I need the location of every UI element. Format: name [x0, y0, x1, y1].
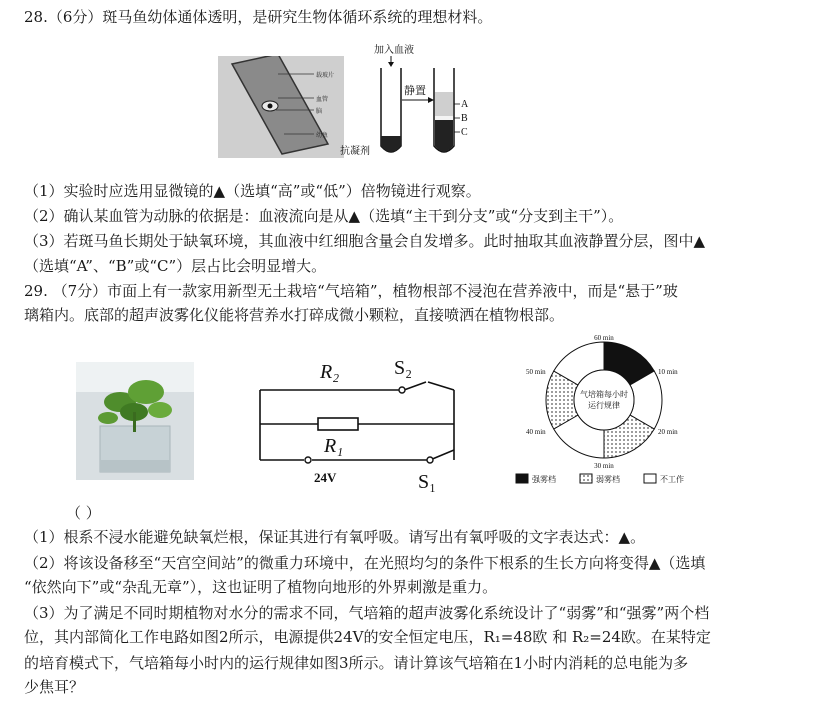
fish-label-fish: 幼鱼 — [316, 133, 329, 139]
blank-parentheses: （ ） — [66, 504, 101, 522]
voltage-label: 24V — [314, 470, 337, 485]
q29-item-1: （1）根系不浸水能避免缺氧烂根，保证其进行有氧呼吸。请写出有氧呼吸的文字表达式：▲。 — [24, 528, 646, 546]
legend-swatch-off — [644, 474, 656, 483]
fish-label-brain: 脑 — [316, 109, 323, 115]
layer-a-label: A — [461, 99, 469, 110]
circuit-diagram — [254, 348, 462, 498]
r1-label: R₁ — [324, 435, 344, 457]
layer-b-label: B — [461, 113, 468, 124]
q29-title-1: 29. （7分）市面上有一款家用新型无土栽培“气培箱”，植物根部不浸泡在营养液中，而是“悬于”玻 — [24, 282, 678, 300]
legend-weak: 弱雾档 — [596, 475, 620, 484]
add-blood-label: 加入血液 — [374, 45, 414, 56]
s2-label: S₂ — [394, 357, 413, 379]
legend-swatch-strong — [516, 474, 528, 483]
legend-strong: 强雾档 — [532, 475, 556, 484]
runtime-ring-chart — [498, 330, 712, 492]
tick-30: 30 min — [594, 462, 614, 470]
q29-item-3-cont-3: 少焦耳？ — [24, 678, 85, 696]
tick-60: 60 min — [594, 334, 614, 342]
tick-50: 50 min — [526, 368, 546, 376]
q28-title: 28.（6分）斑马鱼幼体通体透明，是研究生物体循环系统的理想材料。 — [24, 8, 493, 26]
ring-center-line-1: 气培箱每小时 — [580, 390, 628, 399]
tick-20: 20 min — [658, 428, 678, 436]
fish-label-slide: 载玻片 — [316, 73, 335, 79]
s1-label: S₁ — [418, 471, 437, 493]
q29-item-3-cont-2: 的培育模式下，气培箱每小时内的运行规律如图3所示。请计算该气培箱在1小时内消耗的总电能为多 — [24, 654, 689, 672]
layer-c-label: C — [461, 127, 468, 138]
q28-item-3-cont: （选填“A”、“B”或“C”）层占比会明显增大。 — [24, 257, 327, 275]
q28-item-2: （2）确认某血管为动脉的依据是：血液流向是从▲（选填“主干到分支”或“分支到主干”）。 — [24, 207, 624, 225]
ring-center-line-2: 运行规律 — [588, 401, 620, 410]
q29-item-2-cont: “依然向下”或“杂乱无章”），这也证明了植物向地形的外界刺激是重力。 — [24, 578, 498, 596]
legend-swatch-weak — [580, 474, 592, 483]
stand-label: 静置 — [404, 85, 426, 97]
r2-label: R₂ — [320, 361, 340, 383]
tick-40: 40 min — [526, 428, 546, 436]
anticoagulant-label: 抗凝剂 — [340, 146, 370, 157]
plant-box-photo — [76, 362, 194, 480]
q29-item-3: （3）为了满足不同时期植物对水分的需求不同，气培箱的超声波雾化系统设计了“弱雾”和“强雾”两个档 — [24, 604, 710, 622]
fish-label-vessel: 血管 — [316, 97, 329, 103]
q28-item-3: （3）若斑马鱼长期处于缺氧环境，其血液中红细胞含量会自发增多。此时抽取其血液静置分层，图中▲ — [24, 232, 706, 250]
q29-item-3-cont-1: 位，其内部简化工作电路如图2所示，电源提供24V的安全恒定电压，R₁=48欧 和 R₂=24欧。在某特定 — [24, 628, 711, 646]
q29-title-2: 璃箱内。底部的超声波雾化仪能将营养水打碎成微小颗粒，直接喷洒在植物根部。 — [24, 306, 565, 324]
tick-10: 10 min — [658, 368, 678, 376]
q29-item-2: （2）将该设备移至“天宫空间站”的微重力环境中，在光照均匀的条件下根系的生长方向将变得▲（选填 — [24, 554, 706, 572]
zebrafish-slide-figure — [218, 56, 344, 158]
test-tube-figure — [334, 40, 474, 160]
legend-off: 不工作 — [660, 475, 684, 484]
q28-item-1: （1）实验时应选用显微镜的▲（选填“高”或“低”）倍物镜进行观察。 — [24, 182, 481, 200]
